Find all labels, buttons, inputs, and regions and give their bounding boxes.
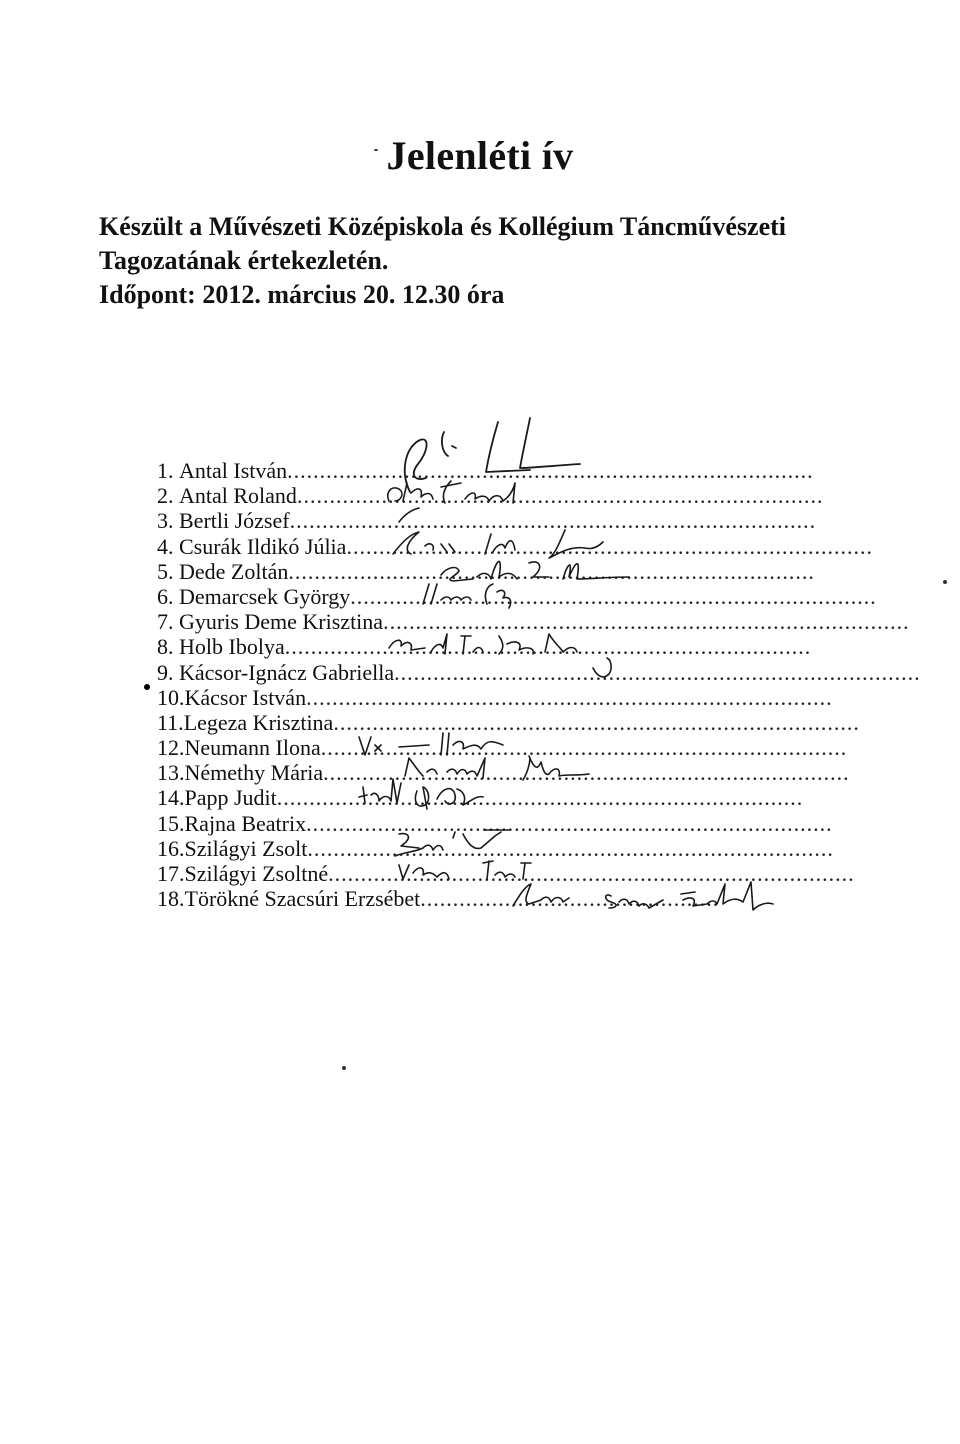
list-item — [157, 709, 860, 735]
dotted-leader: ................................................................................. — [287, 458, 814, 483]
intro-line-3: Időpont: 2012. március 20. 12.30 óra — [99, 280, 505, 309]
item-number: 7. — [157, 609, 174, 635]
scan-speck — [342, 1066, 346, 1070]
attendee-name: Antal István — [179, 458, 288, 483]
attendee-name: Kácsor István — [184, 684, 307, 710]
list-item — [157, 836, 857, 861]
item-number: 3. — [157, 508, 174, 534]
list-item — [157, 533, 873, 559]
attendee-name: Papp Judit — [184, 785, 277, 811]
item-number: 4. — [157, 533, 174, 559]
attendee-name: Legeza Krisztina — [183, 709, 334, 735]
attendee-name: Neumann Ilona — [184, 735, 321, 761]
list-item — [157, 886, 857, 911]
dotted-leader: ................................................................................. — [323, 760, 850, 786]
dotted-leader: ................................................................................. — [306, 684, 833, 710]
attendee-name: Kácsor-Ignácz Gabriella — [179, 659, 395, 685]
intro-line-2: Tagozatának értekezletén. — [99, 246, 389, 275]
list-item — [157, 659, 921, 685]
list-item — [157, 634, 857, 659]
intro-line-1: Készült a Művészeti Középiskola és Kollégium Táncművészeti — [99, 212, 786, 241]
attendee-name: Dede Zoltán — [179, 558, 289, 584]
item-number: 2. — [157, 483, 174, 509]
attendee-name: Demarcsek György — [179, 583, 351, 609]
attendee-name: Antal Roland — [179, 483, 297, 509]
list-item — [157, 861, 857, 886]
attendee-name: Törökné Szacsúri Erzsébet — [184, 886, 421, 912]
scan-speck — [374, 149, 378, 151]
dotted-leader: ................................................................................. — [276, 785, 804, 811]
item-number: 18. — [157, 886, 185, 912]
dotted-leader: ................................................................................. — [289, 508, 817, 534]
attendee-name: Gyuris Deme Krisztina — [179, 609, 384, 635]
attendee-name: Némethy Mária — [184, 760, 324, 786]
list-item — [157, 483, 857, 508]
attendee-name: Rajna Beatrix — [184, 810, 307, 836]
item-number: 16. — [157, 835, 185, 861]
item-number: 12. — [157, 735, 185, 761]
dotted-leader: ................................................................................. — [320, 735, 848, 761]
item-number: 14. — [157, 785, 185, 811]
attendee-list — [157, 458, 921, 912]
attendee-name: Szilágyi Zsoltné — [184, 861, 329, 886]
list-item — [157, 785, 857, 810]
list-item — [157, 811, 857, 836]
scan-speck — [943, 580, 947, 584]
dotted-leader: ................................................................................. — [307, 835, 834, 861]
item-number: 9. — [157, 659, 174, 685]
list-item — [157, 685, 857, 710]
item-number: 5. — [157, 558, 174, 584]
item-number: 6. — [157, 583, 174, 609]
dotted-leader: ................................................................................. — [346, 533, 873, 559]
list-item — [157, 760, 857, 785]
list-item — [157, 458, 857, 483]
item-number: 11. — [157, 709, 184, 735]
list-item — [157, 508, 857, 533]
dotted-leader: ................................................................................. — [296, 483, 824, 509]
item-number: 15. — [157, 810, 185, 836]
attendee-name: Bertli József — [179, 508, 290, 534]
list-item — [157, 583, 877, 609]
dotted-leader: ................................................................................. — [383, 609, 910, 635]
dotted-leader: ................................................................................. — [333, 709, 860, 735]
intro-text — [99, 210, 929, 312]
item-number: 1. — [157, 458, 174, 483]
dotted-leader: ................................................................................. — [328, 861, 855, 886]
dotted-leader: ................................................................................. — [284, 634, 812, 660]
scan-speck — [144, 684, 150, 690]
attendee-name: Csurák Ildikó Júlia — [179, 533, 347, 559]
item-number: 8. — [157, 634, 174, 660]
item-number: 13. — [157, 760, 185, 786]
dotted-leader: ................................................................................. — [394, 659, 921, 685]
dotted-leader: ................................................................................. — [306, 810, 833, 836]
list-item — [157, 609, 910, 635]
list-item — [157, 735, 857, 760]
attendee-name: Szilágyi Zsolt — [184, 835, 308, 861]
dotted-leader: ................................................................................. — [350, 583, 877, 609]
item-number: 10. — [157, 684, 185, 710]
dotted-leader: .............................................. — [420, 886, 720, 912]
item-number: 17. — [157, 861, 185, 886]
dotted-leader: ................................................................................. — [288, 558, 815, 584]
list-item — [157, 559, 857, 584]
attendee-name: Holb Ibolya — [179, 634, 285, 660]
page-title: Jelenléti ív — [386, 133, 574, 178]
